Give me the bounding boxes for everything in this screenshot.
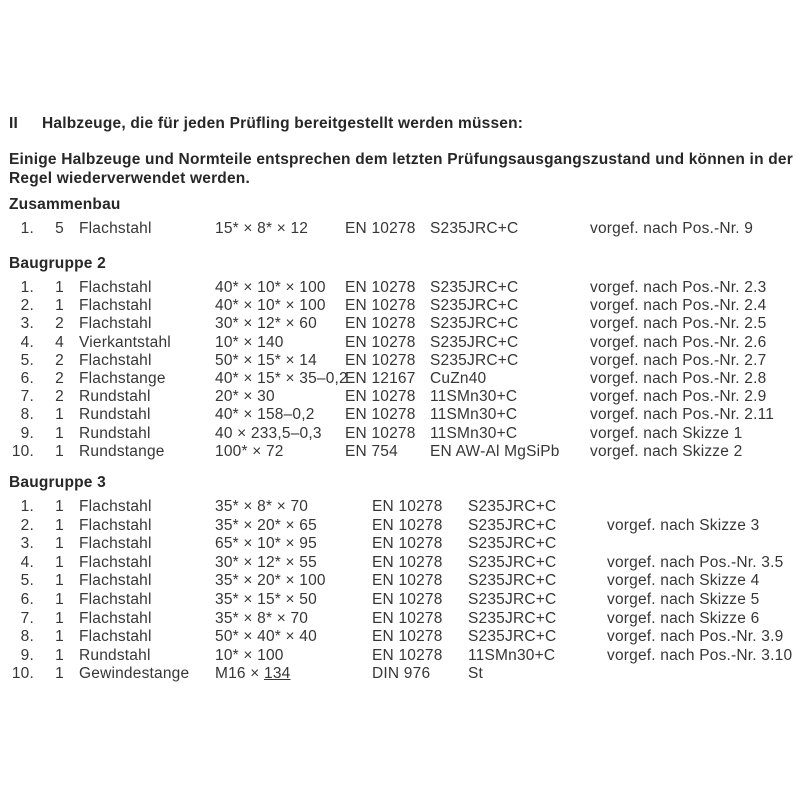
cell-standard: EN 10278	[345, 351, 416, 369]
cell-standard: EN 10278	[345, 315, 416, 333]
cell-dims: 15* × 8* × 12	[215, 220, 309, 237]
cell-material: 11SMn30+C	[430, 388, 518, 406]
cell-name: Flachstahl	[79, 279, 152, 296]
cell-name: Rundstahl	[79, 406, 151, 424]
cell-standard: EN 10278	[372, 498, 443, 515]
cell-dims: 100* × 72	[215, 442, 284, 460]
cell-pos: 9.	[20, 646, 34, 664]
table-row	[0, 517, 800, 536]
cell-pos: 8.	[20, 628, 34, 646]
cell-note: vorgef. nach Pos.-Nr. 2.7	[590, 351, 767, 369]
heading-text: Halbzeuge, die für jeden Prüfling bereitgestellt werden müssen:	[42, 115, 524, 132]
cell-standard: EN 10278	[372, 590, 443, 608]
cell-name: Flachstahl	[79, 553, 152, 571]
cell-material: S235JRC+C	[468, 516, 557, 534]
section-title: Zusammenbau	[9, 196, 121, 213]
cell-material: S235JRC+C	[468, 590, 557, 608]
intro-line-2: Regel wiederverwendet werden.	[9, 170, 250, 187]
table-row	[0, 572, 800, 591]
table-row	[0, 279, 800, 297]
cell-standard: EN 10278	[345, 297, 416, 315]
cell-standard: EN 10278	[345, 424, 416, 442]
parts-table	[0, 498, 800, 684]
cell-name: Flachstahl	[79, 572, 152, 590]
cell-dims: 65* × 10* × 95	[215, 535, 317, 553]
cell-standard: EN 10278	[372, 516, 443, 534]
cell-material: 11SMn30+C	[430, 424, 518, 442]
cell-qty: 1	[55, 628, 64, 646]
cell-standard: EN 10278	[345, 220, 416, 237]
cell-pos: 2.	[20, 516, 34, 534]
cell-material: 11SMn30+C	[468, 646, 556, 664]
table-row	[0, 610, 800, 629]
cell-material: S235JRC+C	[468, 553, 557, 571]
cell-note: vorgef. nach Pos.-Nr. 2.4	[590, 297, 767, 315]
cell-name: Flachstahl	[79, 628, 152, 646]
cell-material: S235JRC+C	[430, 315, 519, 333]
cell-dims: 10* × 140	[215, 333, 284, 351]
cell-dims: 50* × 40* × 40	[215, 628, 317, 646]
cell-material: S235JRC+C	[468, 498, 557, 515]
cell-pos: 10.	[11, 665, 34, 683]
cell-dims: 35* × 8* × 70	[215, 609, 309, 627]
cell-standard: EN 10278	[345, 406, 416, 424]
cell-material: CuZn40	[430, 369, 487, 387]
cell-note: vorgef. nach Pos.-Nr. 2.11	[590, 406, 775, 424]
cell-note: vorgef. nach Pos.-Nr. 2.6	[590, 333, 767, 351]
cell-pos: 5.	[20, 572, 34, 590]
cell-name: Rundstahl	[79, 646, 151, 664]
cell-name: Rundstange	[79, 442, 165, 460]
cell-dims: 50* × 15* × 14	[215, 351, 317, 369]
table-row	[0, 443, 800, 461]
cell-note: vorgef. nach Skizze 6	[607, 609, 760, 627]
cell-name: Rundstahl	[79, 424, 151, 442]
cell-dims: 40* × 10* × 100	[215, 279, 326, 296]
table-row	[0, 554, 800, 573]
table-row	[0, 665, 800, 684]
cell-material: EN AW-Al MgSiPb	[430, 442, 560, 460]
cell-qty: 1	[55, 516, 64, 534]
cell-pos: 3.	[20, 535, 34, 553]
table-row	[0, 535, 800, 554]
cell-pos: 5.	[20, 351, 34, 369]
cell-dims: 20* × 30	[215, 388, 275, 406]
table-row	[0, 352, 800, 370]
cell-pos: 1.	[20, 220, 34, 237]
cell-name: Flachstahl	[79, 351, 152, 369]
cell-qty: 1	[55, 535, 64, 553]
cell-note: vorgef. nach Skizze 4	[607, 572, 760, 590]
cell-note: vorgef. nach Skizze 3	[607, 516, 760, 534]
cell-name: Gewindestange	[79, 665, 190, 683]
cell-qty: 1	[55, 406, 64, 424]
cell-qty: 1	[55, 665, 64, 683]
cell-standard: EN 10278	[372, 628, 443, 646]
cell-dims: 35* × 20* × 100	[215, 572, 326, 590]
cell-dims: 30* × 12* × 55	[215, 553, 317, 571]
cell-dims: 40 × 233,5–0,3	[215, 424, 322, 442]
cell-qty: 1	[55, 442, 64, 460]
cell-standard: EN 10278	[372, 572, 443, 590]
cell-material: S235JRC+C	[430, 220, 519, 237]
cell-pos: 4.	[20, 553, 34, 571]
cell-name: Flachstange	[79, 369, 166, 387]
cell-note: vorgef. nach Skizze 1	[590, 424, 743, 442]
cell-pos: 1.	[20, 498, 34, 515]
cell-material: S235JRC+C	[468, 628, 557, 646]
cell-name: Flachstahl	[79, 535, 152, 553]
table-row	[0, 297, 800, 315]
cell-dims: 35* × 8* × 70	[215, 498, 309, 515]
cell-dims: 40* × 15* × 35–0,2	[215, 369, 348, 387]
cell-name: Flachstahl	[79, 297, 152, 315]
section-zusammenbau	[0, 196, 800, 238]
cell-material: S235JRC+C	[430, 279, 519, 296]
cell-pos: 4.	[20, 333, 34, 351]
cell-standard: EN 10278	[372, 535, 443, 553]
cell-pos: 2.	[20, 297, 34, 315]
cell-pos: 6.	[20, 590, 34, 608]
table-row	[0, 591, 800, 610]
cell-name: Vierkantstahl	[79, 333, 171, 351]
cell-material: S235JRC+C	[468, 535, 557, 553]
cell-name: Flachstahl	[79, 220, 152, 237]
parts-table	[0, 279, 800, 461]
cell-pos: 7.	[20, 388, 34, 406]
cell-dims: 40* × 158–0,2	[215, 406, 315, 424]
cell-dims: 10* × 100	[215, 646, 284, 664]
section-title: Baugruppe 3	[9, 474, 106, 491]
cell-qty: 1	[55, 279, 64, 296]
cell-qty: 2	[55, 315, 64, 333]
cell-note: vorgef. nach Pos.-Nr. 3.5	[607, 553, 784, 571]
cell-qty: 1	[55, 553, 64, 571]
table-row	[0, 370, 800, 388]
cell-qty: 1	[55, 590, 64, 608]
cell-standard: EN 10278	[372, 553, 443, 571]
cell-standard: EN 10278	[345, 333, 416, 351]
cell-note: vorgef. nach Pos.-Nr. 2.8	[590, 369, 767, 387]
section-title: Baugruppe 2	[9, 255, 106, 272]
cell-dims: 40* × 10* × 100	[215, 297, 326, 315]
cell-dims: 35* × 15* × 50	[215, 590, 317, 608]
cell-name: Flachstahl	[79, 590, 152, 608]
intro-line-1: Einige Halbzeuge und Normteile entsprechen dem letzten Prüfungsausgangszustand und können in der	[9, 151, 793, 168]
cell-pos: 10.	[11, 442, 34, 460]
cell-material: St	[468, 665, 484, 683]
cell-pos: 9.	[20, 424, 34, 442]
intro-paragraph	[9, 150, 793, 188]
cell-pos: 6.	[20, 369, 34, 387]
cell-qty: 1	[55, 646, 64, 664]
cell-material: S235JRC+C	[468, 572, 557, 590]
cell-material: S235JRC+C	[430, 333, 519, 351]
cell-qty: 2	[55, 351, 64, 369]
cell-material: S235JRC+C	[430, 297, 519, 315]
cell-name: Flachstahl	[79, 315, 152, 333]
cell-pos: 7.	[20, 609, 34, 627]
heading-numeral: II	[9, 115, 19, 132]
section-baugruppe-3	[0, 474, 800, 684]
cell-standard: EN 10278	[345, 279, 416, 296]
dims-prefix: M16 ×	[215, 665, 265, 683]
cell-note: vorgef. nach Pos.-Nr. 3.9	[607, 628, 784, 646]
cell-name: Flachstahl	[79, 498, 152, 515]
cell-standard: EN 12167	[345, 369, 416, 387]
cell-qty: 1	[55, 498, 64, 515]
cell-note: vorgef. nach Pos.-Nr. 2.3	[590, 279, 767, 296]
cell-dims: 30* × 12* × 60	[215, 315, 317, 333]
table-row	[0, 425, 800, 443]
cell-name: Rundstahl	[79, 388, 151, 406]
table-row	[0, 647, 800, 666]
table-row	[0, 220, 800, 238]
cell-qty: 5	[55, 220, 64, 237]
table-row	[0, 498, 800, 517]
cell-standard: EN 10278	[345, 388, 416, 406]
table-row	[0, 315, 800, 333]
cell-standard: DIN 976	[372, 665, 431, 683]
cell-pos: 3.	[20, 315, 34, 333]
cell-qty: 2	[55, 388, 64, 406]
cell-name: Flachstahl	[79, 516, 152, 534]
cell-pos: 8.	[20, 406, 34, 424]
cell-name: Flachstahl	[79, 609, 152, 627]
table-row	[0, 388, 800, 406]
cell-standard: EN 754	[345, 442, 398, 460]
table-row	[0, 334, 800, 352]
cell-material: S235JRC+C	[430, 351, 519, 369]
cell-qty: 1	[55, 424, 64, 442]
table-row	[0, 406, 800, 424]
cell-dims: 35* × 20* × 65	[215, 516, 317, 534]
cell-standard: EN 10278	[372, 609, 443, 627]
cell-qty: 1	[55, 297, 64, 315]
cell-note: vorgef. nach Pos.-Nr. 2.9	[590, 388, 767, 406]
cell-dims	[215, 665, 291, 683]
parts-table	[0, 220, 800, 238]
cell-note: vorgef. nach Skizze 2	[590, 442, 743, 460]
dims-underlined-value: 134	[264, 665, 291, 683]
cell-note: vorgef. nach Skizze 5	[607, 590, 760, 608]
cell-note: vorgef. nach Pos.-Nr. 3.10	[607, 646, 793, 664]
cell-material: 11SMn30+C	[430, 406, 518, 424]
cell-qty: 4	[55, 333, 64, 351]
cell-material: S235JRC+C	[468, 609, 557, 627]
cell-qty: 2	[55, 369, 64, 387]
document-heading	[9, 115, 523, 133]
section-baugruppe-2	[0, 255, 800, 461]
cell-pos: 1.	[20, 279, 34, 296]
table-row	[0, 628, 800, 647]
cell-note: vorgef. nach Pos.-Nr. 9	[590, 220, 754, 237]
cell-standard: EN 10278	[372, 646, 443, 664]
cell-qty: 1	[55, 572, 64, 590]
cell-note: vorgef. nach Pos.-Nr. 2.5	[590, 315, 767, 333]
cell-qty: 1	[55, 609, 64, 627]
